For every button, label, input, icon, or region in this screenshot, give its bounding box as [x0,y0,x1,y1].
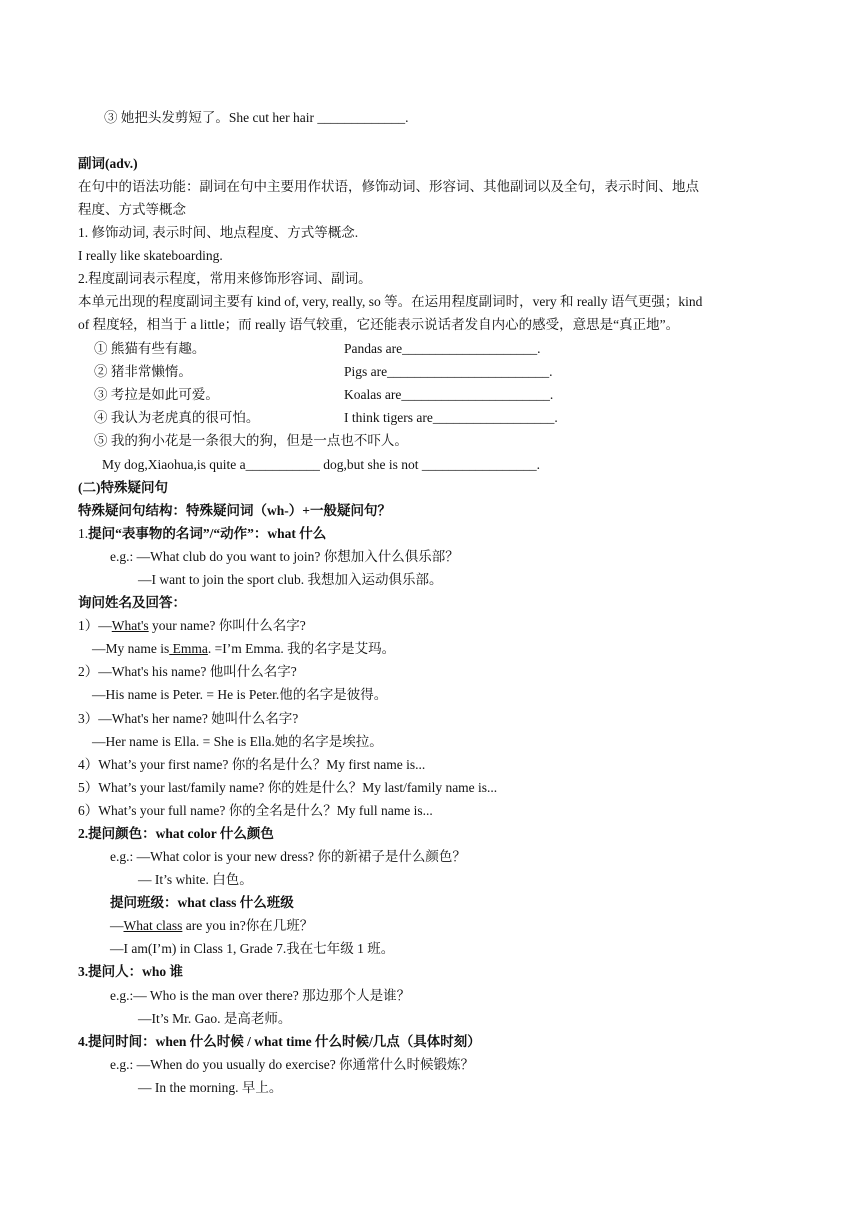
example-question: e.g.: —What color is your new dress? 你的新裙子是什么颜色？ [110,849,466,864]
subheading-class: 提问班级：what class 什么班级 [110,895,294,910]
exercise-prompt: ⑤ 我的狗小花是一条很大的狗，但是一点也不吓人。 [94,433,408,448]
text-line: 1. 修饰动词, 表示时间、地点程度、方式等概念. [78,225,359,240]
dialogue-line: 5）What’s your last/family name? 你的姓是什么？My last/family name is... [78,780,498,795]
example-answer: —It’s Mr. Gao. 是高老师。 [138,1011,292,1026]
dialogue-line: —His name is Peter. = He is Peter.他的名字是彼得。 [92,687,388,702]
dialogue-line: —My name is Emma. =I’m Emma. 我的名字是艾玛。 [92,641,396,656]
underlined-phrase: What class [123,918,183,933]
text-line: 本单元出现的程度副词主要有 kind of, very, really, so 等。在运用程度副词时，very 和 really 语气更强；kind [78,294,703,309]
example-question: e.g.:— Who is the man over there? 那边那个人是谁？ [110,988,411,1003]
dialogue-line: 3）—What's her name? 她叫什么名字? [78,711,299,726]
example-question: e.g.: —What club do you want to join? 你想加入什么俱乐部？ [110,549,459,564]
exercise-prompt: ③ 考拉是如此可爱。 [94,387,219,402]
text-line: 在句中的语法功能：副词在句中主要用作状语，修饰动词、形容词、其他副词以及全句，表示时间、地点 [78,179,699,194]
exercise-blank: Pigs are________________________. [344,364,553,379]
dialogue-line: —Her name is Ella. = She is Ella.她的名字是埃拉。 [92,734,383,749]
exercise-blank: My dog,Xiaohua,is quite a___________ dog,but she is not _________________. [102,457,540,472]
structure-heading: 特殊疑问句结构：特殊疑问词（wh-）+一般疑问句？ [78,503,391,518]
dialogue-line: 1）—What's your name? 你叫什么名字? [78,618,306,633]
dialogue-line: —I am(I’m) in Class 1, Grade 7.我在七年级 1 班。 [110,941,395,956]
underlined-phrase: Emma [169,641,208,656]
example-answer: — It’s white. 白色。 [138,872,253,887]
subheading-names: 询问姓名及回答： [78,595,186,610]
dialogue-line: 6）What’s your full name? 你的全名是什么？My full name is... [78,803,433,818]
dialogue-line: 4）What’s your first name? 你的名是什么？My first name is... [78,757,426,772]
example-sentence: I really like skateboarding. [78,248,223,263]
exercise-item-3: ③ 她把头发剪短了。She cut her hair _____________. [104,110,409,125]
subheading-who: 3.提问人：who 谁 [78,964,184,979]
exercise-prompt: ② 猪非常懒惰。 [94,364,192,379]
exercise-blank: Pandas are____________________. [344,341,541,356]
example-answer: —I want to join the sport club. 我想加入运动俱乐部。 [138,572,443,587]
subheading-time: 4.提问时间：when 什么时候 / what time 什么时候/几点（具体时刻） [78,1034,481,1049]
text-line: 程度、方式等概念 [78,202,186,217]
exercise-blank: Koalas are______________________. [344,387,554,402]
underlined-phrase: What's [111,618,149,633]
text-line: of 程度轻，相当于 a little；而 really 语气较重，它还能表示说话者发自内心的感受，意思是“真正地”。 [78,317,680,332]
section-heading-wh-questions: (二)特殊疑问句 [78,480,168,495]
subheading-color: 2.提问颜色：what color 什么颜色 [78,826,274,841]
exercise-prompt: ① 熊猫有些有趣。 [94,341,206,356]
text-line: 2.程度副词表示程度，常用来修饰形容词、副词。 [78,271,372,286]
example-answer: — In the morning. 早上。 [138,1080,283,1095]
dialogue-line: 2）—What's his name? 他叫什么名字? [78,664,297,679]
exercise-prompt: ④ 我认为老虎真的很可怕。 [94,410,260,425]
exercise-blank: I think tigers are__________________. [344,410,558,425]
subheading-what: 1.提问“表事物的名词”/“动作”：what 什么 [78,526,327,541]
section-heading-adverb: 副词(adv.) [78,156,138,171]
dialogue-line: —What class are you in?你在几班？ [110,918,314,933]
example-question: e.g.: —When do you usually do exercise? 你通常什么时候锻炼？ [110,1057,475,1072]
